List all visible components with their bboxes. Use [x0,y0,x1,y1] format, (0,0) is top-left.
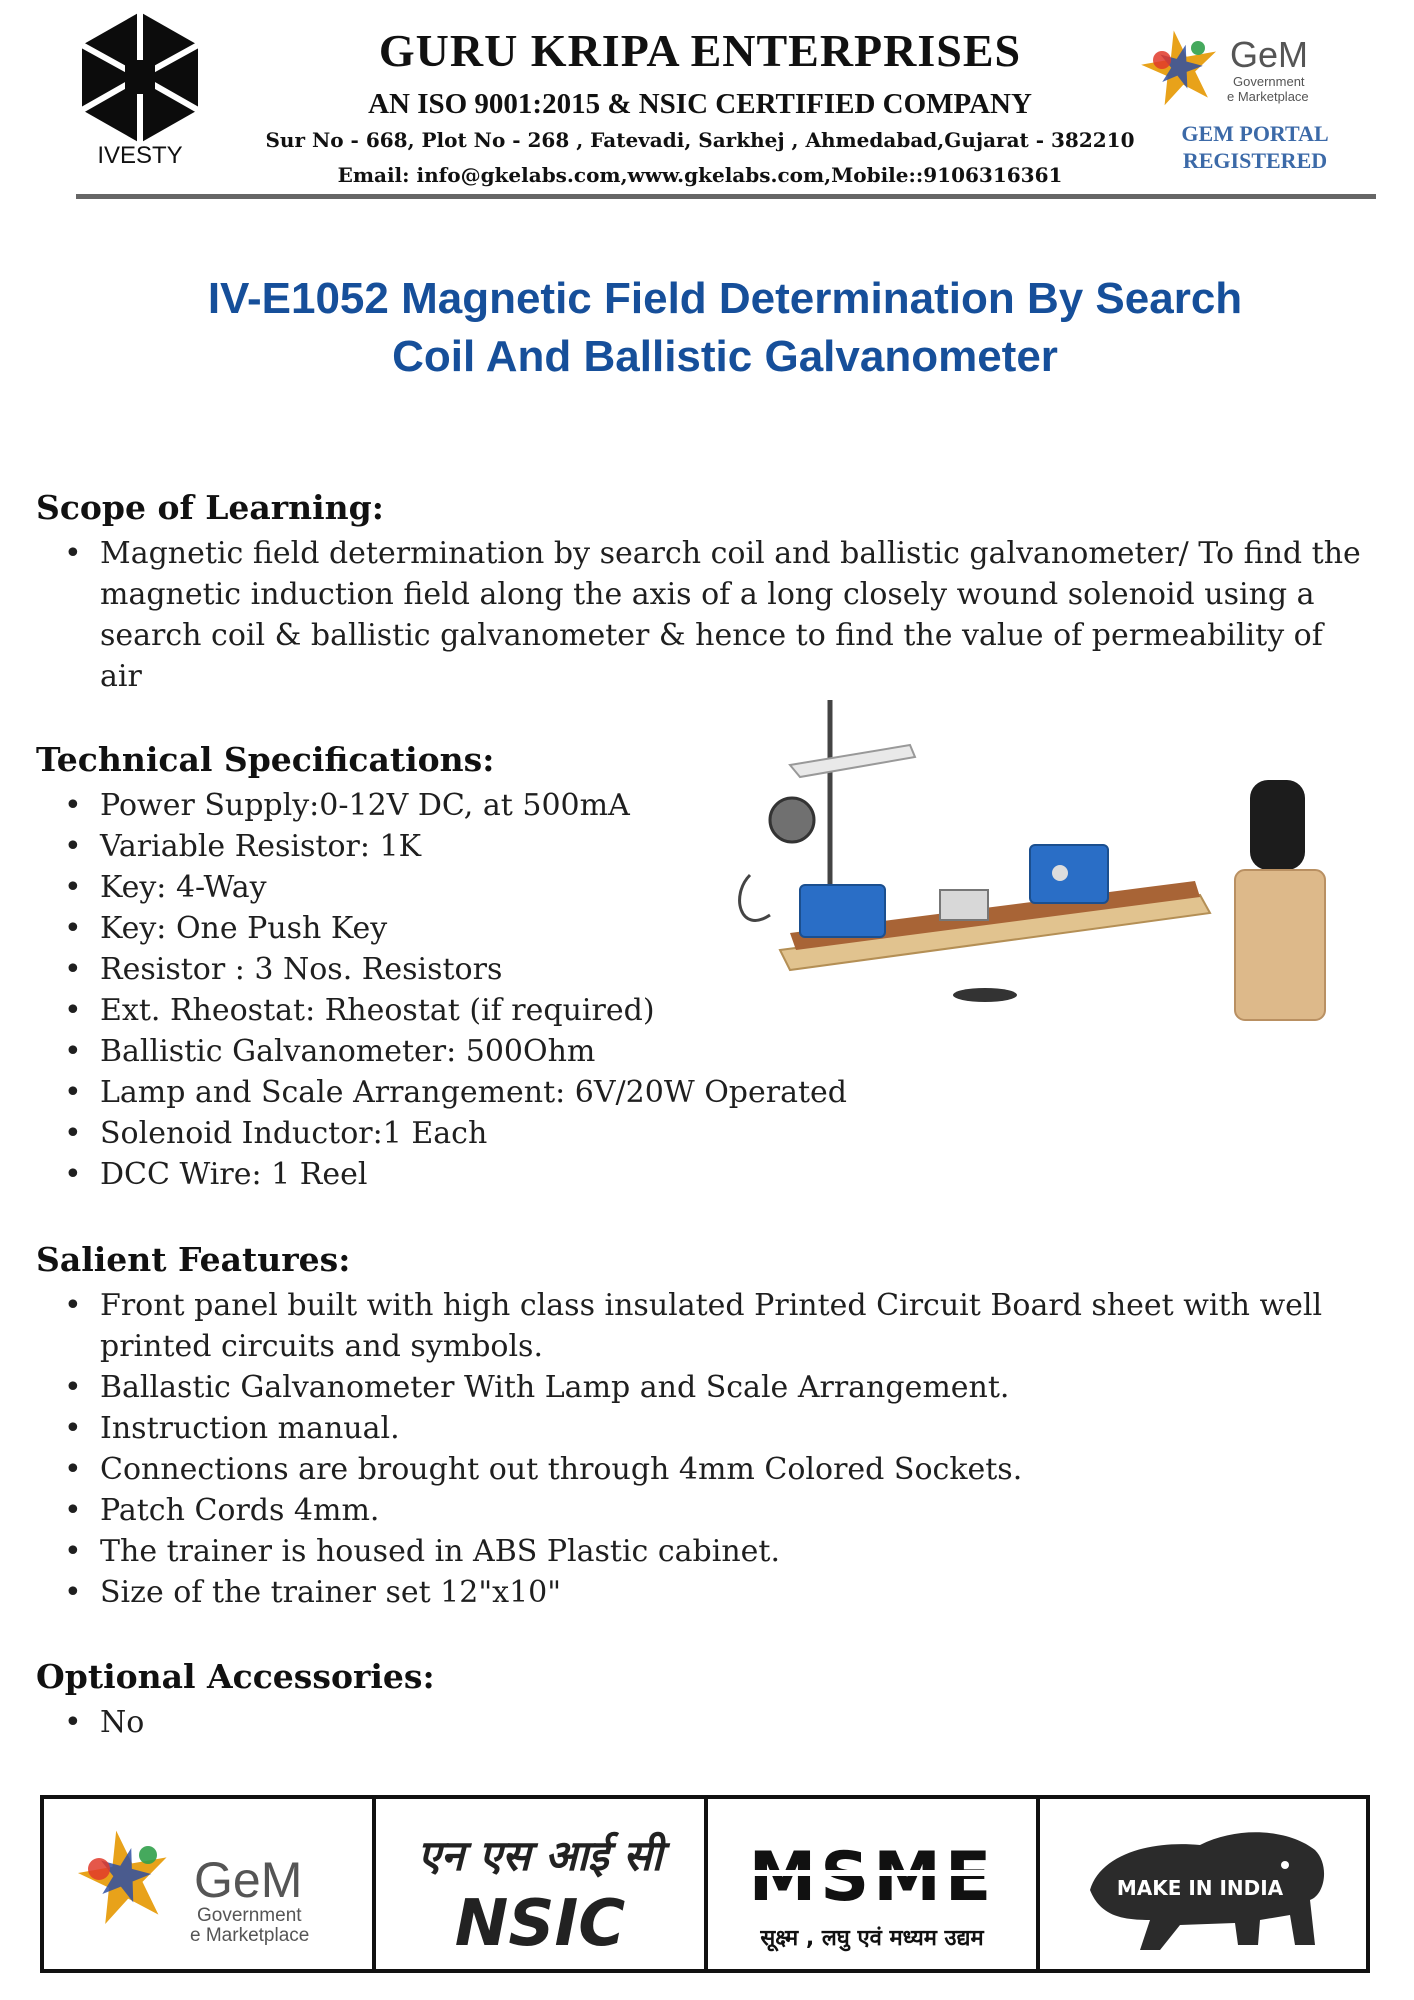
gem-line1: Government [1233,74,1305,89]
footer-nsic-hindi: एन एस आई सी [417,1831,663,1880]
list-item: • Variable Resistor: 1K [36,826,936,867]
list-item: • Lamp and Scale Arrangement: 6V/20W Operated [36,1072,936,1113]
list-item: • DCC Wire: 1 Reel [36,1154,936,1195]
gem-registered-line2: REGISTERED [1182,148,1328,173]
footer-gem-line1: Government [197,1905,302,1926]
product-title [100,270,1350,386]
company-name: GURU KRIPA ENTERPRISES [378,25,1022,76]
footer-nsic-logo [376,1795,704,1973]
list-item: • Magnetic field determination by search coil and ballistic galvanometer/ To find the magnetic induction field along the axis of a long closely wound solenoid using a search coil & ballistic galvanometer & hence to find the value of permeability of air [36,533,1366,697]
accessories-list [36,1702,936,1743]
list-item: • Front panel built with high class insulated Printed Circuit Board sheet with well printed circuits and symbols. [36,1285,1366,1367]
gem-line2: e Marketplace [1227,89,1309,104]
address-line: Sur No - 668, Plot No - 268 , Fatevadi, Sarkhej , Ahmedabad,Gujarat - 382210 [265,128,1135,152]
gem-name: GeM [1230,34,1309,75]
list-item: • Ext. Rheostat: Rheostat (if required) [36,990,936,1031]
list-item: • The trainer is housed in ABS Plastic cabinet. [36,1531,1366,1572]
list-item: • Key: One Push Key [36,908,936,949]
specs-heading: Technical Specifications: [36,740,495,779]
list-item: • Size of the trainer set 12"x10" [36,1572,1366,1613]
header-divider [76,194,1376,199]
features-heading: Salient Features: [36,1240,351,1279]
footer-nsic-english: NSIC [454,1887,626,1961]
certification-line: AN ISO 9001:2015 & NSIC CERTIFIED COMPANY [368,88,1032,120]
list-item: • Patch Cords 4mm. [36,1490,1366,1531]
list-item: • Key: 4-Way [36,867,936,908]
footer-msme-hindi: सूक्ष्म , लघु एवं मध्यम उद्यम [760,1926,984,1951]
product-title-line2: Coil And Ballistic Galvanometer [392,332,1058,381]
gem-logo [1140,20,1350,120]
list-item: • Ballistic Galvanometer: 500Ohm [36,1031,936,1072]
list-item: • Resistor : 3 Nos. Resistors [36,949,936,990]
scope-list [36,533,1366,697]
footer-msme-english: MSME [748,1838,996,1917]
footer-gem-logo [44,1795,372,1973]
gem-registered-label [1150,120,1360,174]
footer-gem-name: GeM [194,1852,303,1908]
list-item: • Power Supply:0-12V DC, at 500mA [36,785,936,826]
brand-caption: IVESTY [97,142,183,169]
contact-line: Email: info@gkelabs.com,www.gkelabs.com,Mobile::9106316361 [337,163,1063,187]
list-item: • No [36,1702,936,1743]
footer-make-in-india-logo [1040,1795,1366,1973]
gem-registered-line1: GEM PORTAL [1181,121,1329,146]
list-item: • Ballastic Galvanometer With Lamp and Scale Arrangement. [36,1367,1366,1408]
list-item: • Solenoid Inductor:1 Each [36,1113,936,1154]
features-list [36,1285,1366,1613]
product-photo [730,695,1330,1040]
footer-gem-line2: e Marketplace [190,1925,310,1946]
list-item: • Instruction manual. [36,1408,1366,1449]
product-title-line1: IV-E1052 Magnetic Field Determination By Search [207,274,1243,323]
scope-heading: Scope of Learning: [36,488,384,527]
list-item: • Connections are brought out through 4mm Colored Sockets. [36,1449,1366,1490]
footer-msme-logo [708,1795,1036,1973]
footer-make-in-india-text: MAKE IN INDIA [1116,1876,1284,1900]
accessories-heading: Optional Accessories: [36,1657,435,1696]
